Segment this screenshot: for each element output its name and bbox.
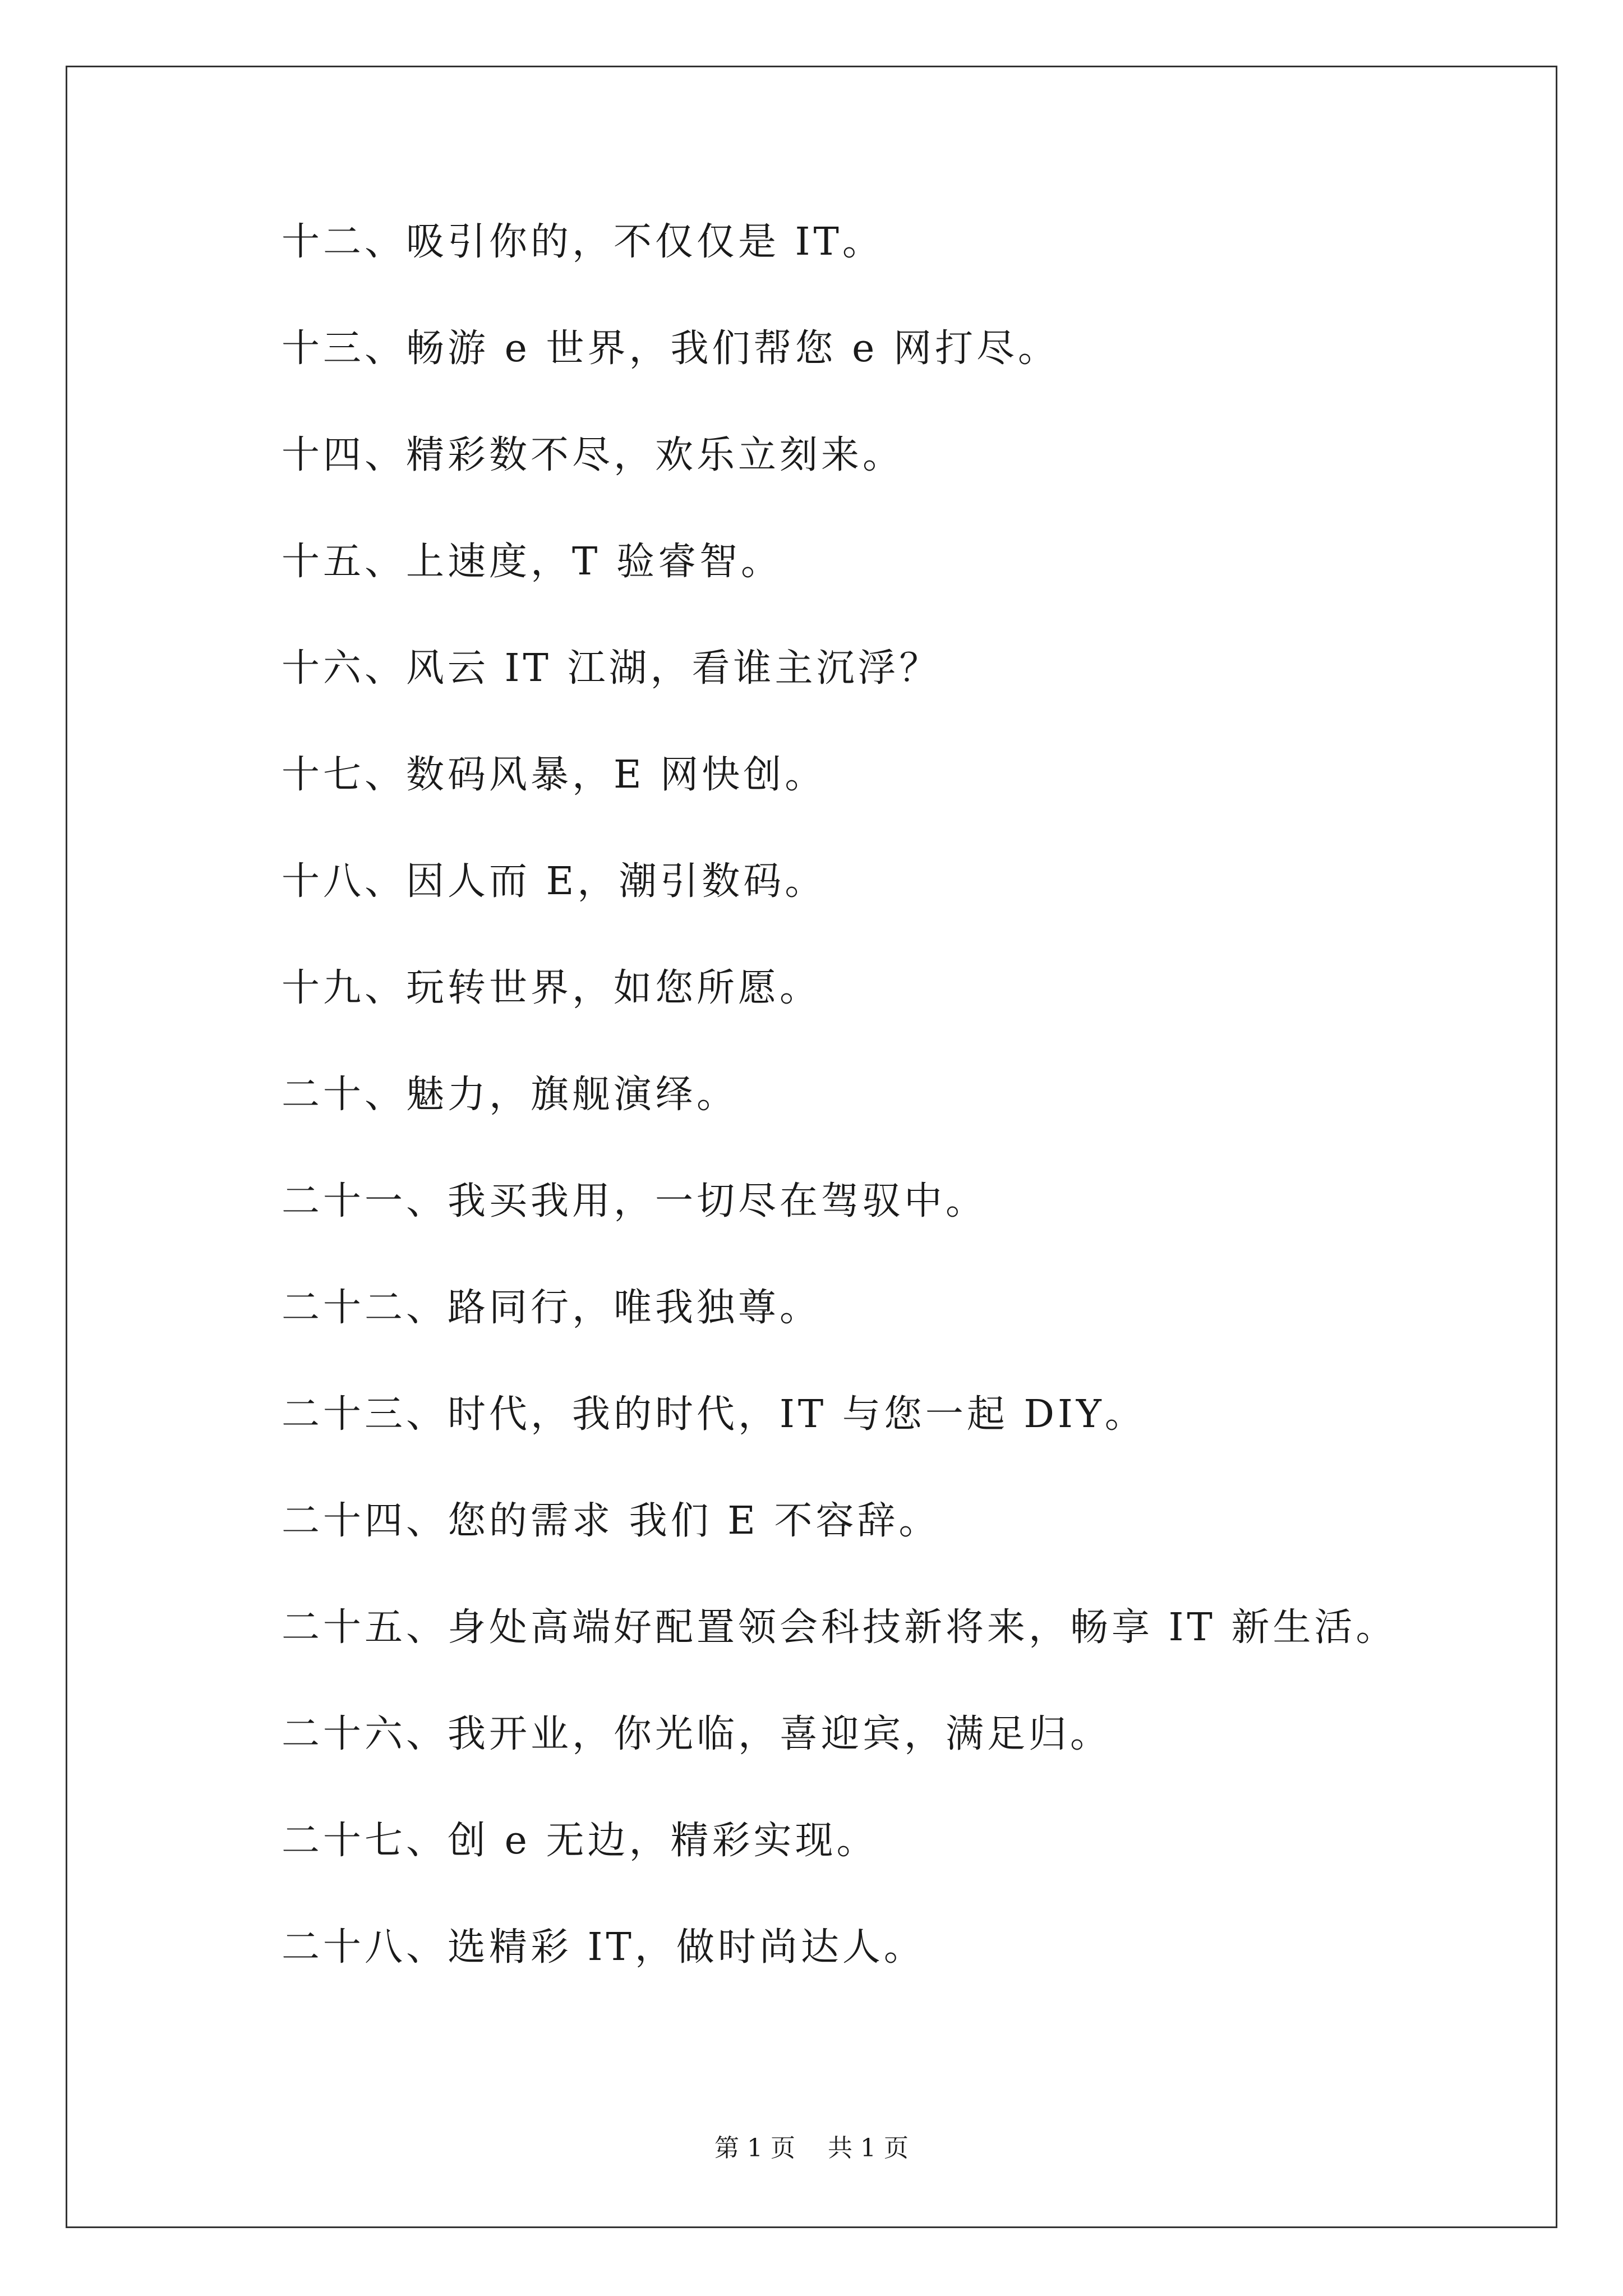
document-body [282,220,1515,1970]
list-item: 十二、吸引你的，不仅仅是 IT。 [282,220,884,264]
page-number: 第 1 页 [714,2134,795,2162]
list-item: 二十六、我开业，你光临，喜迎宾，满足归。 [282,1712,1112,1756]
list-item: 二十五、身处高端好配置领会科技新将来，畅享 IT 新生活。 [282,1605,1398,1650]
list-item: 二十三、时代，我的时代，IT 与您一起 DIY。 [282,1392,1146,1437]
list-item: 十七、数码风暴，E 网快创。 [282,753,827,797]
list-item: 二十一、我买我用，一切尽在驾驭中。 [282,1179,988,1223]
list-item: 二十七、创 e 无边，精彩实现。 [282,1819,878,1863]
list-item: 十九、玩转世界，如您所愿。 [282,966,822,1010]
list-item: 十三、畅游 e 世界，我们帮您 e 网打尽。 [282,326,1059,371]
list-item: 十五、上速度，T 验睿智。 [282,540,782,584]
list-item: 二十四、您的需求 我们 E 不容辞。 [282,1499,940,1543]
page-footer [0,2136,1623,2161]
list-item: 二十、魅力，旗舰演绎。 [282,1073,739,1117]
list-item: 十四、精彩数不尽，欢乐立刻来。 [282,433,905,477]
list-item: 二十二、路同行，唯我独尊。 [282,1286,822,1330]
page-total: 共 1 页 [828,2134,909,2162]
list-item: 二十八、选精彩 IT，做时尚达人。 [282,1925,925,1970]
list-item: 十六、风云 IT 江湖，看谁主沉浮？ [282,646,941,691]
list-item: 十八、因人而 E，潮引数码。 [282,859,827,904]
